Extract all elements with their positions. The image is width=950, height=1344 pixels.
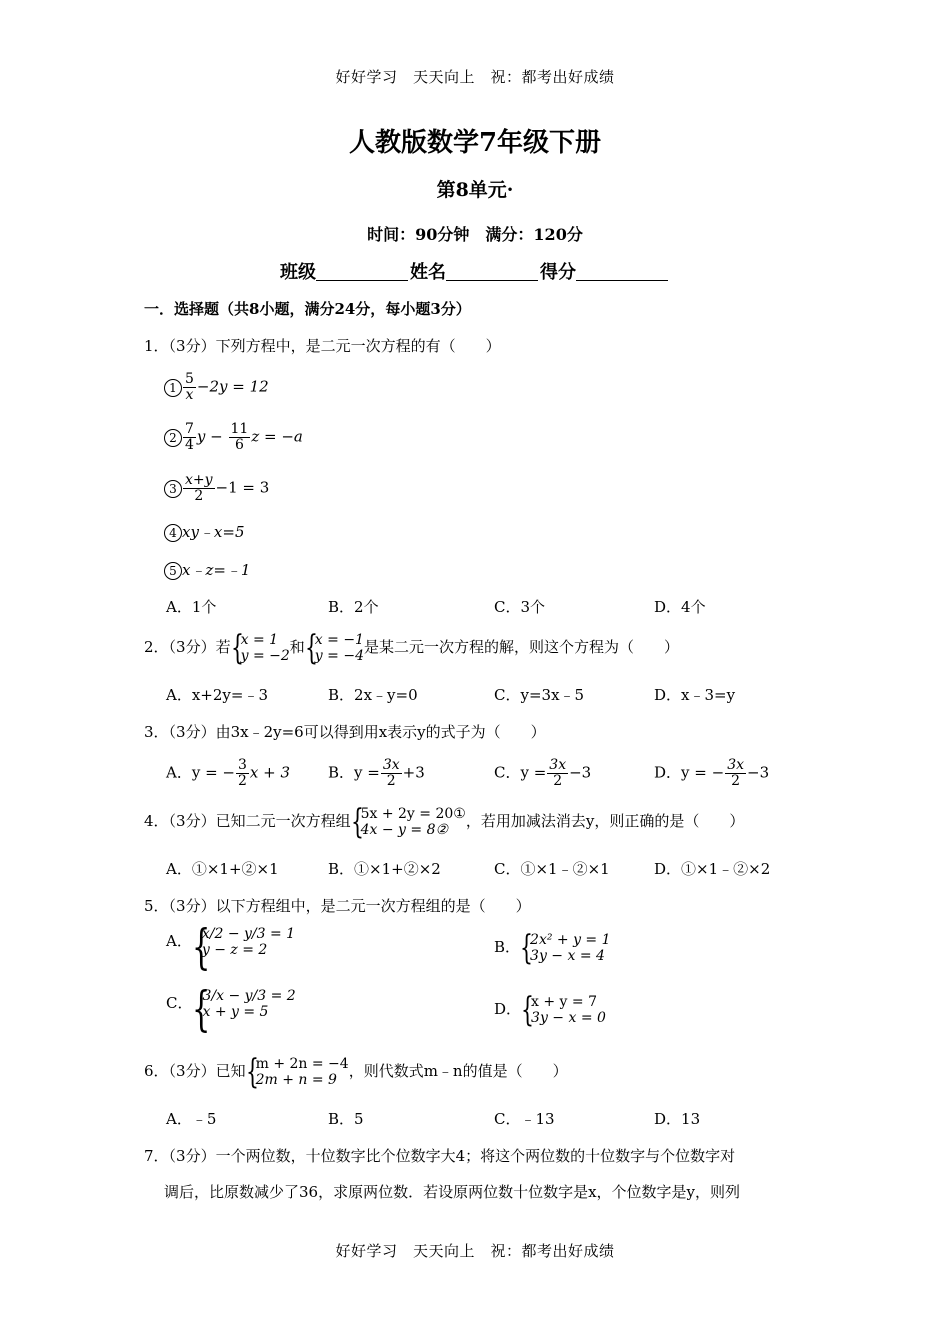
q7-line-2: 调后，比原数减少了36，求原两位数．若设原两位数十位数字是x，个位数字是y，则列 <box>164 1183 741 1201</box>
q2-option-b[interactable]: B．2x﹣y=0 <box>328 686 418 704</box>
q1-stem: 1．（3分）下列方程中，是二元一次方程的有（ ） <box>144 337 501 355</box>
q5-option-b[interactable]: B． { 2x² + y = 1 3y − x = 4 <box>494 932 611 964</box>
q1-item-1: 1 $\frac{5}{x}$ −2y = 12 <box>164 372 269 403</box>
q1-item-2: 2 $\frac{7}{4}$ y − $\frac{11}{6}$ z = −a <box>164 422 303 453</box>
item-marker: 1 <box>164 379 182 397</box>
q4-stem: 4．（3分）已知二元一次方程组 { 5x + 2y = 20① 4x − y = 8② ，若用加减法消去y，则正确的是（ ） <box>144 806 744 838</box>
section-heading: 一．选择题（共8小题，满分24分，每小题3分） <box>144 300 471 318</box>
q3-option-d[interactable]: D．y = − $\frac{3x}{2}$ −3 <box>654 757 770 789</box>
q5-option-a[interactable]: A． { x/2 − y/3 = 1 y − z = 2 <box>166 926 295 958</box>
q4-option-c[interactable]: C．①×1﹣②×1 <box>494 860 610 878</box>
page-header: 好好学习 天天向上 祝：都考出好成绩 <box>335 68 615 86</box>
time-info: 时间：90分钟 满分：120分 <box>367 225 583 244</box>
q3-stem: 3．（3分）由3x﹣2y=6可以得到用x表示y的式子为（ ） <box>144 723 546 741</box>
student-fields <box>0 258 950 284</box>
q2-option-c[interactable]: C．y=3x﹣5 <box>494 686 585 704</box>
q4-option-d[interactable]: D．①×1﹣②×2 <box>654 860 771 878</box>
q6-option-b[interactable]: B．5 <box>328 1110 364 1128</box>
name-blank[interactable] <box>446 262 538 281</box>
q4-option-b[interactable]: B．①×1+②×2 <box>328 860 441 878</box>
q5-stem: 5．（3分）以下方程组中，是二元一次方程组的是（ ） <box>144 897 531 915</box>
item-marker: 4 <box>164 524 182 542</box>
class-blank[interactable] <box>316 262 408 281</box>
q6-stem: 6．（3分）已知 { m + 2n = −4 2m + n = 9 ，则代数式m﹣n的值是（ ） <box>144 1056 568 1088</box>
q6-option-d[interactable]: D．13 <box>654 1110 701 1128</box>
q2-option-a[interactable]: A．x+2y=﹣3 <box>166 686 268 704</box>
q1-option-c[interactable]: C．3个 <box>494 598 546 616</box>
q1-item-4: 4 xy﹣x=5 <box>164 520 245 544</box>
q1-item-3: 3 $\frac{x+y}{2}$ −1 = 3 <box>164 473 269 504</box>
q5-option-d[interactable]: D． { x + y = 7 3y − x = 0 <box>494 994 606 1026</box>
item-marker: 5 <box>164 562 182 580</box>
q4-option-a[interactable]: A．①×1+②×1 <box>166 860 279 878</box>
class-label: 班级 <box>280 262 316 283</box>
q5-option-c[interactable]: C． { 3/x − y/3 = 2 x + y = 5 <box>166 988 296 1020</box>
q2-stem: 2．（3分）若 { x = 1 y = −2 和 { x = −1 y = −4 是某二元一次方程的解，则这个方程为（ ） <box>144 632 679 664</box>
q1-item-5: 5 x﹣z=﹣1 <box>164 558 250 582</box>
item-marker: 2 <box>164 429 182 447</box>
q1-option-d[interactable]: D．4个 <box>654 598 706 616</box>
page-subtitle: 第8单元· <box>436 179 514 201</box>
q1-option-a[interactable]: A．1个 <box>166 598 217 616</box>
page-footer: 好好学习 天天向上 祝：都考出好成绩 <box>335 1242 615 1260</box>
name-label: 姓名 <box>410 262 446 283</box>
q1-option-b[interactable]: B．2个 <box>328 598 379 616</box>
q3-option-b[interactable]: B．y = $\frac{3x}{2}$ +3 <box>328 757 425 789</box>
q2-option-d[interactable]: D．x﹣3=y <box>654 686 736 704</box>
q3-option-a[interactable]: A．y = − $\frac{3}{2}$ x + 3 <box>166 757 291 789</box>
score-blank[interactable] <box>576 262 668 281</box>
item-marker: 3 <box>164 480 182 498</box>
page-title: 人教版数学7年级下册 <box>348 128 602 158</box>
score-label: 得分 <box>540 262 576 283</box>
q3-option-c[interactable]: C．y = $\frac{3x}{2}$ −3 <box>494 757 592 789</box>
q7-line-1: 7．（3分）一个两位数，十位数字比个位数字大4；将这个两位数的十位数字与个位数字对 <box>144 1147 736 1165</box>
q6-option-a[interactable]: A．﹣5 <box>166 1110 217 1128</box>
q6-option-c[interactable]: C．﹣13 <box>494 1110 555 1128</box>
